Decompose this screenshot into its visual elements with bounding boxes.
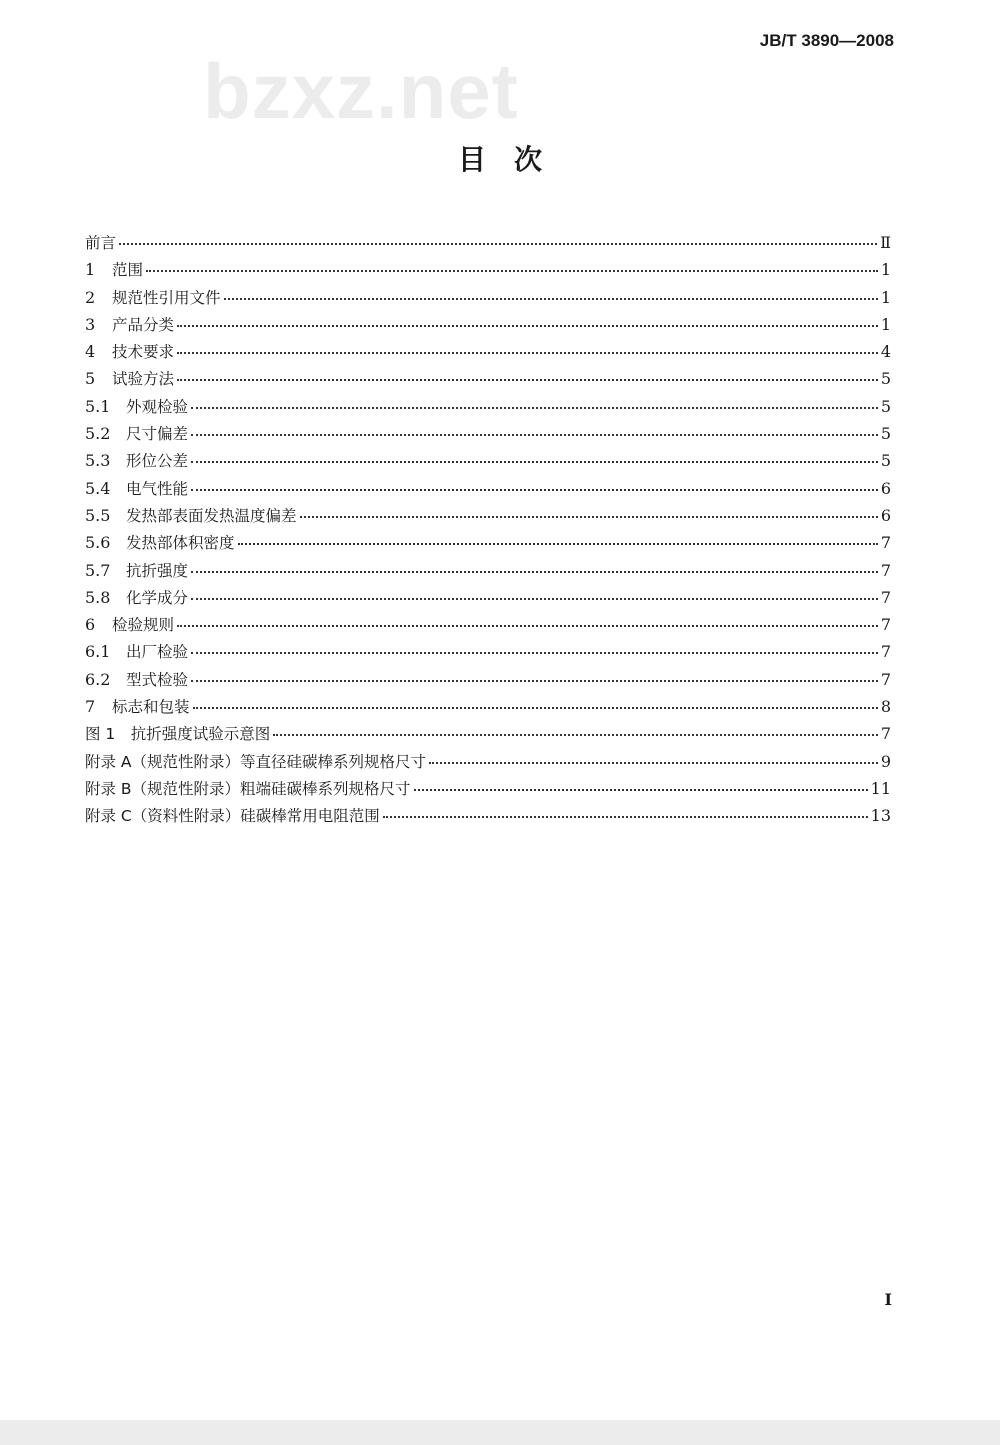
toc-entry[interactable] [85,286,891,313]
dot-leader [191,407,878,409]
toc-entry-number: 6 [85,615,96,635]
toc-entry-number: 5.7 [85,560,111,580]
toc-entry-label: 技术要求 [112,343,175,362]
toc-entry[interactable] [85,722,891,749]
toc-entry-number: 2 [85,287,96,307]
toc-entry[interactable] [85,313,891,340]
table-of-contents [85,231,891,832]
toc-entry-number: 5.3 [85,451,111,471]
toc-entry[interactable] [85,668,891,695]
toc-entry-page: 1 [880,287,891,307]
toc-entry[interactable] [85,804,891,831]
toc-entry-page: 7 [880,587,891,607]
toc-entry-label: 型式检验 [126,670,189,689]
toc-entry[interactable] [85,531,891,558]
toc-entry-number: 5.1 [85,396,111,416]
dot-leader [273,734,878,736]
toc-entry[interactable] [85,422,891,449]
toc-entry-number: 6.1 [85,642,111,662]
toc-entry[interactable] [85,613,891,640]
toc-entry-page: 8 [880,697,891,717]
toc-entry-number: 5.5 [85,505,111,525]
dot-leader [191,652,878,654]
toc-entry-number: 5.2 [85,424,111,444]
toc-entry-page: 9 [880,751,891,771]
toc-entry[interactable] [85,449,891,476]
page-title: 目次 [457,143,570,176]
toc-entry-label: 前言 [85,234,117,252]
toc-entry-page: 7 [880,533,891,553]
dot-leader [191,461,878,463]
toc-entry-label: 标志和包装 [112,698,190,717]
toc-entry-number: 4 [85,342,96,362]
toc-entry-label: 抗折强度 [126,561,189,580]
toc-entry-number: 1 [85,260,96,280]
toc-entry-number: 5 [85,369,96,389]
toc-entry-label: 附录 B（规范性附录）粗端硅碳棒系列规格尺寸 [85,779,411,798]
toc-entry-number: 5.4 [85,478,111,498]
toc-entry[interactable] [85,777,891,804]
toc-entry-label: 发热部表面发热温度偏差 [126,506,297,525]
dot-leader [119,243,877,245]
toc-entry-page: 7 [880,669,891,689]
toc-entry-page: 6 [880,505,891,525]
toc-entry[interactable] [85,559,891,586]
toc-entry-label: 出厂检验 [126,643,189,662]
toc-entry-label: 图 1 抗折强度试验示意图 [85,725,271,744]
dot-leader [224,298,878,300]
toc-entry-page: 11 [870,778,891,798]
dot-leader [177,325,878,327]
dot-leader [429,762,878,764]
toc-entry-page: 5 [880,369,891,389]
toc-entry-page: 7 [880,724,891,744]
dot-leader [383,816,868,818]
toc-entry-label: 尺寸偏差 [126,425,189,444]
toc-entry[interactable] [85,340,891,367]
toc-entry-page: 7 [880,615,891,635]
toc-entry[interactable] [85,504,891,531]
toc-entry-page: 4 [880,342,891,362]
page-number: I [884,1290,892,1309]
toc-entry-page: 5 [880,451,891,471]
dot-leader [414,789,868,791]
dot-leader [191,571,878,573]
toc-entry-label: 化学成分 [126,588,189,607]
toc-entry-label: 范围 [112,261,144,280]
dot-leader [177,352,878,354]
toc-entry-number: 5.6 [85,533,111,553]
toc-entry-page: 7 [880,560,891,580]
toc-entry-page: 7 [880,642,891,662]
toc-entry[interactable] [85,367,891,394]
dot-leader [191,434,878,436]
dot-leader [300,516,878,518]
toc-entry-label: 发热部体积密度 [126,534,235,553]
toc-entry-label: 附录 C（资料性附录）硅碳棒常用电阻范围 [85,807,380,826]
toc-entry-page: 6 [880,478,891,498]
toc-entry[interactable] [85,477,891,504]
dot-leader [177,625,878,627]
dot-leader [177,379,878,381]
toc-entry-label: 形位公差 [126,452,189,471]
toc-entry-number: 7 [85,697,96,717]
dot-leader [238,543,878,545]
toc-entry[interactable] [85,750,891,777]
toc-entry-label: 规范性引用文件 [112,288,221,307]
toc-entry[interactable] [85,586,891,613]
toc-entry-page: 13 [870,806,891,826]
toc-entry[interactable] [85,695,891,722]
dot-leader [193,707,878,709]
toc-entry[interactable] [85,395,891,422]
toc-entry-label: 附录 A（规范性附录）等直径硅碳棒系列规格尺寸 [85,752,427,771]
toc-entry[interactable] [85,258,891,285]
viewer-bottom-bar [0,1420,1000,1445]
dot-leader [191,598,878,600]
dot-leader [146,270,878,272]
toc-entry-page: 1 [880,260,891,280]
toc-entry-label: 外观检验 [126,397,189,416]
dot-leader [191,489,878,491]
dot-leader [191,680,878,682]
toc-entry-page: 1 [880,314,891,334]
toc-entry-number: 6.2 [85,669,111,689]
toc-entry[interactable] [85,231,891,258]
toc-entry-label: 产品分类 [112,315,175,334]
toc-entry-number: 5.8 [85,587,111,607]
toc-entry-page: Ⅱ [880,233,891,252]
toc-entry-label: 检验规则 [112,616,175,635]
toc-entry-label: 试验方法 [112,370,175,389]
document-code: JB/T 3890—2008 [759,31,894,50]
watermark: bzxz.net [203,47,519,135]
toc-entry-number: 3 [85,314,96,334]
toc-entry-page: 5 [880,424,891,444]
toc-entry-page: 5 [880,396,891,416]
toc-entry-label: 电气性能 [126,479,189,498]
toc-entry[interactable] [85,640,891,667]
